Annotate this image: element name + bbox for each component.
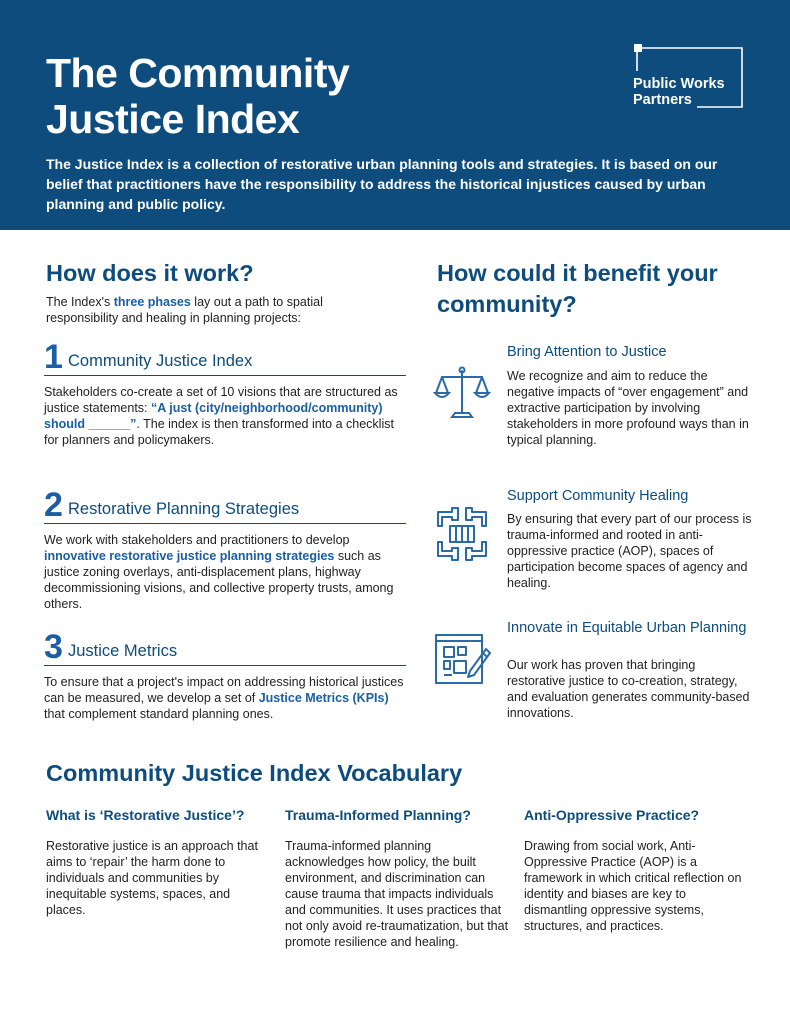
phase-description: To ensure that a project's impact on addressing historical justices can be measured, we develop a set of Justice Metrics (KPIs) that complement standard planning ones. (44, 675, 404, 721)
phase-3-header (44, 628, 406, 666)
phase-2 (44, 486, 406, 612)
page-title: The Community Justice Index (46, 50, 350, 142)
vocabulary-definition: Trauma-informed planning acknowledges how policy, the built environment, and discrimination can cause trauma that impacts individuals and communities. It uses practices that not only avoid re-traumatization, but that promote resilience and healing. (285, 839, 509, 949)
phase-number: 2 (44, 486, 63, 524)
linked-hands-icon (432, 504, 492, 564)
benefit-title: Innovate in Equitable Urban Planning (507, 620, 747, 636)
benefit-text: Our work has proven that bringing restorative justice to co-creation, strategy, and evaluation generates community-based innovations. (507, 658, 750, 720)
how-it-works-heading: How does it work? (46, 260, 254, 286)
phase-1 (44, 338, 406, 448)
blueprint-plan-icon (432, 629, 492, 689)
benefit-text: We recognize and aim to reduce the negative impacts of “over engagement” and extractive participation by involving stakeholders in more profound ways than in typical planning. (507, 369, 749, 447)
phase-1-header (44, 338, 406, 376)
vocabulary-term: What is ‘Restorative Justice’? (46, 807, 245, 823)
phase-number: 3 (44, 628, 63, 666)
vocabulary-definition: Restorative justice is an approach that aims to ‘repair’ the harm done to individuals and communities by inequitable systems, spaces, and places. (46, 839, 258, 917)
public-works-partners-logo[interactable] (631, 43, 745, 109)
intro-text: The Justice Index is a collection of restorative urban planning tools and strategies. It is based on our belief that practitioners have the responsibility to address the historical injustices caused by urban planning and public policy. (46, 156, 718, 212)
phase-3 (44, 628, 406, 722)
scales-of-justice-icon (432, 363, 492, 423)
logo-text: Public Works Partners (633, 76, 725, 108)
vocabulary-definition: Drawing from social work, Anti-Oppressive Practice (AOP) is a framework in which critical reflection on identity and biases are key to dismantling oppressive systems, structures, and practices. (524, 839, 742, 933)
hero-banner (0, 0, 790, 230)
phase-title: Community Justice Index (68, 352, 253, 370)
vocabulary-term: Anti-Oppressive Practice? (524, 807, 700, 823)
benefit-title: Support Community Healing (507, 488, 689, 504)
benefits-heading: How could it benefit your community? (437, 260, 718, 317)
phase-2-header (44, 486, 406, 524)
phase-number: 1 (44, 338, 63, 376)
how-it-works-lead: The Index's three phases lay out a path to spatial responsibility and healing in planning projects: (46, 295, 323, 325)
phase-title: Justice Metrics (68, 642, 178, 660)
phase-description: We work with stakeholders and practitioners to develop innovative restorative justice planning strategies such as justice zoning overlays, anti-displacement plans, highway decommissioning visions, and collective property trusts, among others. (44, 533, 394, 611)
vocabulary-term: Trauma-Informed Planning? (285, 807, 471, 823)
benefit-title: Bring Attention to Justice (507, 344, 667, 360)
benefit-text: By ensuring that every part of our process is trauma-informed and rooted in anti-oppressive practice (AOP), spaces of participation become spaces of agency and healing. (507, 512, 752, 590)
phase-title: Restorative Planning Strategies (68, 500, 300, 518)
phase-description: Stakeholders co-create a set of 10 visions that are structured as justice statements: “A just (city/neighborhood/community) should ______”. The index is then transformed into a checklist for planners and policymakers. (44, 385, 398, 447)
vocabulary-heading: Community Justice Index Vocabulary (46, 760, 463, 786)
